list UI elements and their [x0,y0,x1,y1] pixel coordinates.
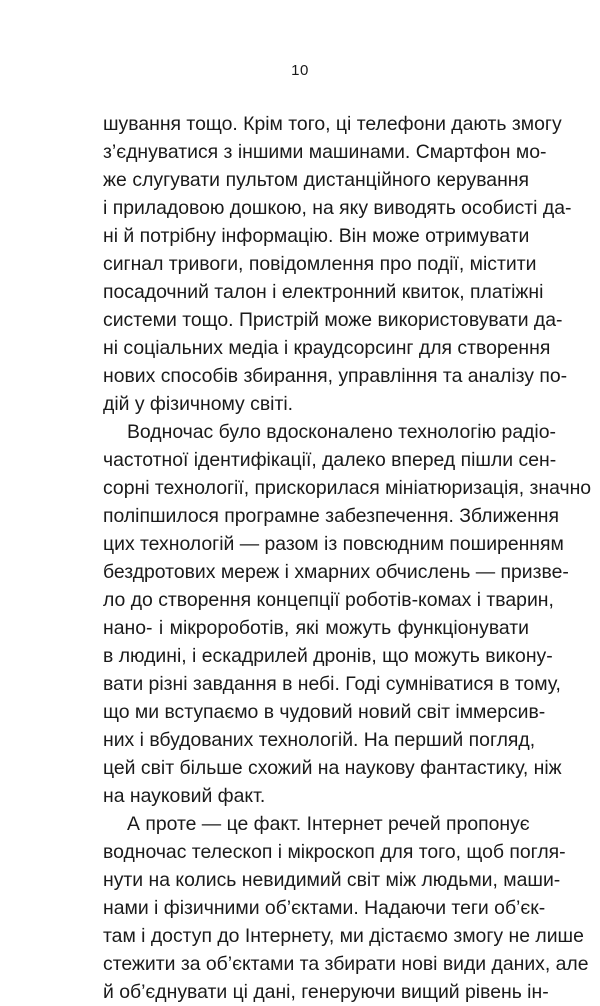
text-line: ні соціальних медіа і краудсорсинг для створення [103,337,551,359]
text-line: на науковий факт. [103,785,266,807]
text-line: поліпшилося програмне забезпечення. Зближення [103,505,559,527]
page-number: 10 [291,62,309,79]
text-line: ні й потрібну інформацію. Він може отримувати [103,225,530,247]
text-line: А проте — це факт. Інтернет речей пропонує [127,813,530,835]
text-line: цей світ більше схожий на наукову фантастику, ніж [103,757,562,779]
text-line: цих технологій — разом із повсюдним поширенням [103,533,564,555]
text-line: там і доступ до Інтернету, ми дістаємо змогу не лише [103,925,584,947]
text-line: посадочний талон і електронний квиток, платіжні [103,281,544,303]
text-line: системи тощо. Пристрій може використовувати да- [103,309,563,331]
text-line: нано- і мікророботів, які можуть функціонувати [103,617,529,639]
text-line: нути на колись невидимий світ між людьми, маши- [103,869,561,891]
text-line: в людині, і ескадрилей дронів, що можуть викону- [103,645,553,667]
body-text [103,110,592,1006]
text-line: же слугувати пультом дистанційного керування [103,169,529,191]
text-line: шування тощо. Крім того, ці телефони дають змогу [103,113,562,135]
text-line: стежити за об’єктами та збирати нові види даних, але [103,953,589,975]
text-line: вати різні завдання в небі. Годі сумніватися в тому, [103,673,561,695]
text-line: що ми вступаємо в чудовий новий світ іммерсив- [103,701,546,723]
text-line: й об’єднувати ці дані, генеруючи вищий рівень ін- [103,981,549,1003]
text-line: і приладовою дошкою, на яку виводять особисті да- [103,197,572,219]
text-line: сигнал тривоги, повідомлення про події, містити [103,253,537,275]
text-line: нами і фізичними об’єктами. Надаючи теги об’єк- [103,897,546,919]
text-line: частотної ідентифікації, далеко вперед пішли сен- [103,449,557,471]
text-line: них і вбудованих технологій. На перший погляд, [103,729,536,751]
text-line: сорні технології, прискорилася мініатюризація, значно [103,477,592,499]
text-line: з’єднуватися з іншими машинами. Смартфон мо- [103,141,547,163]
text-line: нових способів збирання, управління та аналізу по- [103,365,568,387]
text-line: ло до створення концепції роботів-комах і тварин, [103,589,554,611]
text-line: Водночас було вдосконалено технологію радіо- [127,421,556,443]
text-line: водночас телескоп і мікроскоп для того, щоб погля- [103,841,566,863]
text-line: дій у фізичному світі. [103,393,294,415]
text-line: бездротових мереж і хмарних обчислень — призве- [103,561,569,583]
